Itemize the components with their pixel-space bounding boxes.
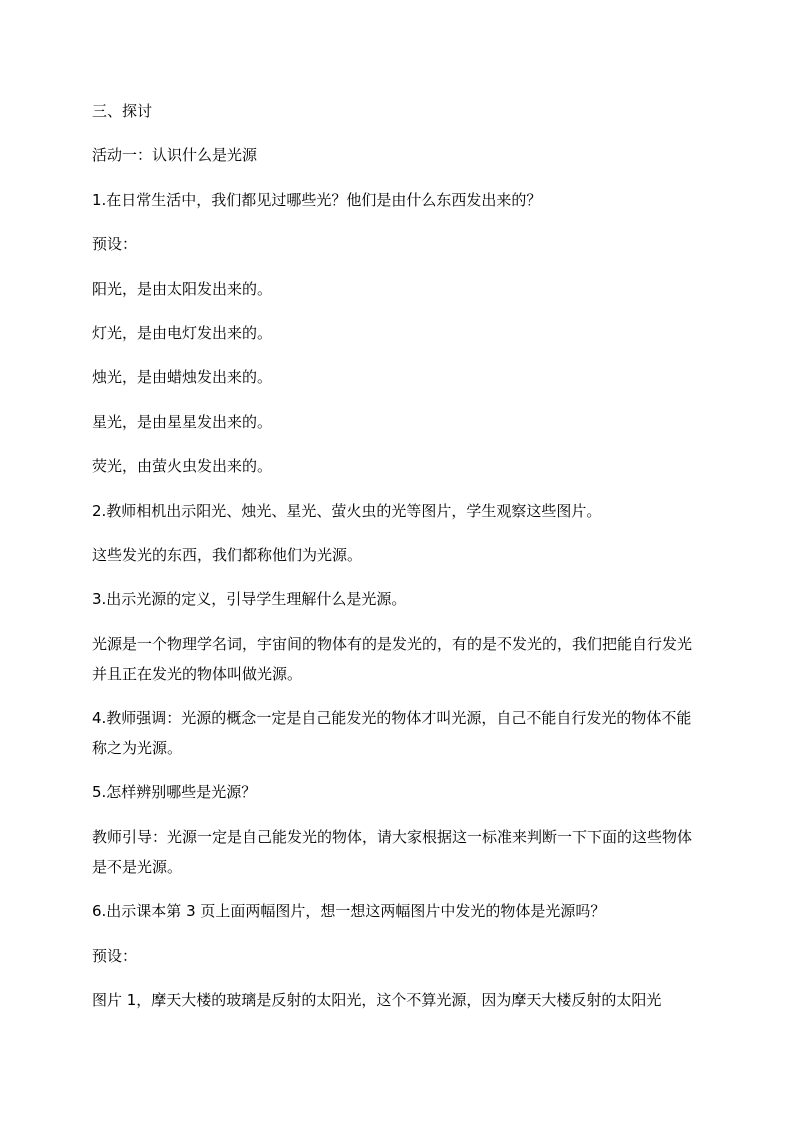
paragraph-preset-label: 预设： bbox=[92, 235, 138, 254]
document-body bbox=[92, 96, 704, 1029]
activity-heading: 活动一：认识什么是光源 bbox=[92, 146, 258, 165]
paragraph-question-1: 1.在日常生活中，我们都见过哪些光？他们是由什么东西发出来的？ bbox=[92, 190, 542, 209]
paragraph-step-2: 2.教师相机出示阳光、烛光、星光、萤火虫的光等图片，学生观察这些图片。 bbox=[92, 501, 602, 520]
paragraph-definition: 光源是一个物理学名词，宇宙间的物体有的是发光的，有的是不发光的，我们把能自行发光并且正在发光的物体叫做光源。 bbox=[92, 634, 693, 683]
paragraph-candlelight: 烛光，是由蜡烛发出来的。 bbox=[92, 368, 273, 387]
paragraph-light-source-note: 这些发光的东西，我们都称他们为光源。 bbox=[92, 545, 363, 564]
paragraph-step-3: 3.出示光源的定义，引导学生理解什么是光源。 bbox=[92, 590, 407, 609]
paragraph-picture-1: 图片 1，摩天大楼的玻璃是反射的太阳光，这个不算光源，因为摩天大楼反射的太阳光 bbox=[92, 991, 662, 1010]
section-heading: 三、探讨 bbox=[92, 102, 153, 120]
paragraph-step-5: 5.怎样辨别哪些是光源？ bbox=[92, 783, 257, 802]
paragraph-step-4: 4.教师强调：光源的概念一定是自己能发光的物体才叫光源，自己不能自行发光的物体不能称之为光源。 bbox=[92, 709, 692, 758]
paragraph-firefly: 荧光，由萤火虫发出来的。 bbox=[92, 457, 273, 476]
paragraph-step-6: 6.出示课本第 3 页上面两幅图片，想一想这两幅图片中发光的物体是光源吗？ bbox=[92, 902, 606, 921]
paragraph-lamplight: 灯光，是由电灯发出来的。 bbox=[92, 323, 273, 342]
paragraph-teacher-guide: 教师引导：光源一定是自己能发光的物体，请大家根据这一标准来判断一下下面的这些物体是不是光源。 bbox=[92, 827, 693, 876]
paragraph-preset-label-2: 预设： bbox=[92, 946, 138, 965]
paragraph-sunlight: 阳光，是由太阳发出来的。 bbox=[92, 279, 273, 298]
paragraph-starlight: 星光，是由星星发出来的。 bbox=[92, 412, 273, 431]
